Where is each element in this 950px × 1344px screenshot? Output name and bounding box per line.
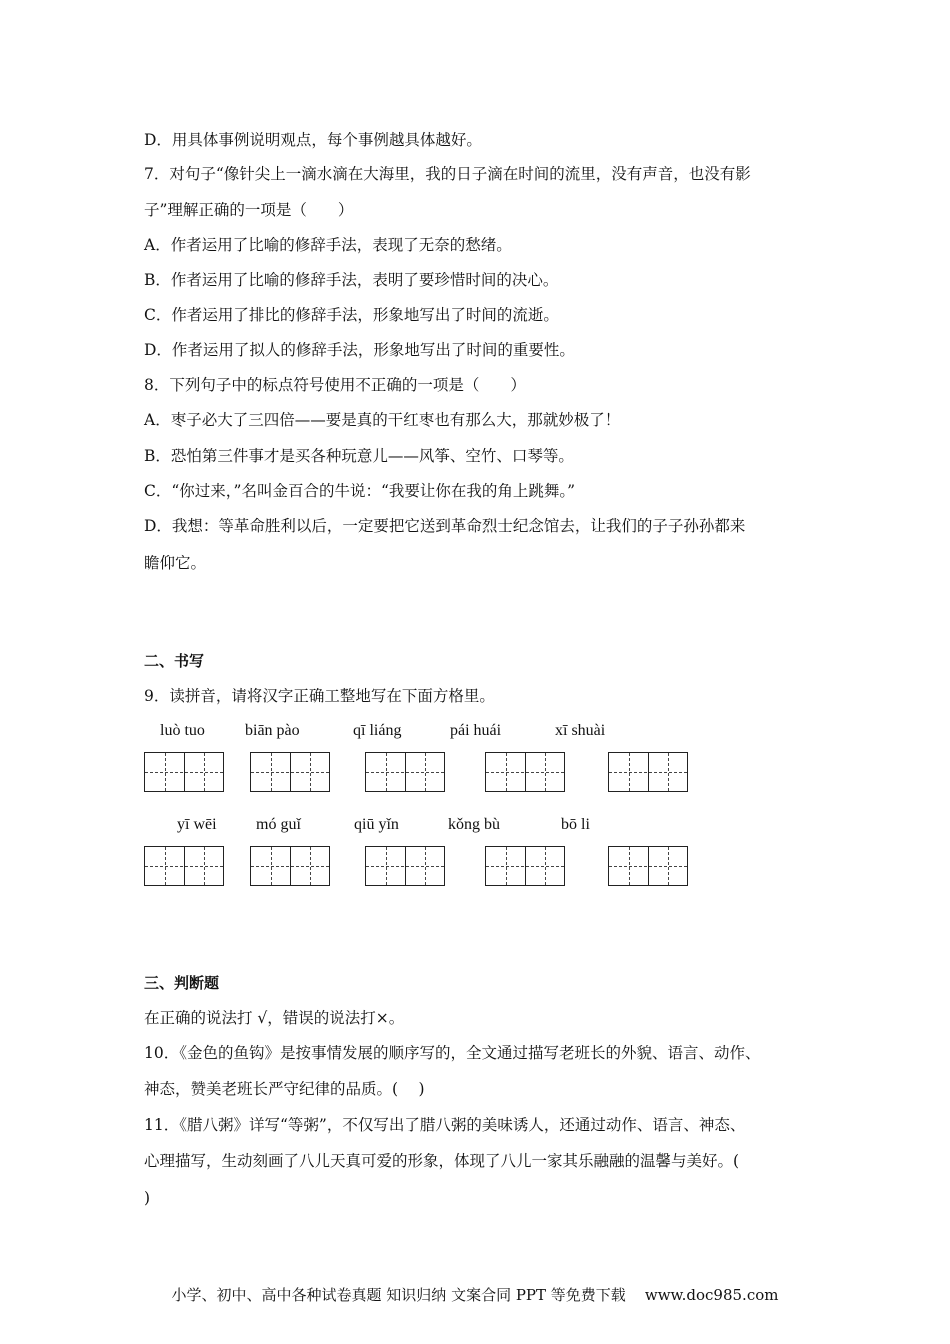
pinyin-label: pái huái [450, 722, 502, 739]
pinyin-label: luò tuo [160, 722, 205, 739]
writing-grid[interactable] [608, 752, 688, 792]
writing-grid[interactable] [365, 752, 445, 792]
writing-grid[interactable] [250, 846, 330, 886]
q7-option-b: B．作者运用了比喻的修辞手法，表明了要珍惜时间的决心。 [144, 271, 559, 289]
pinyin-label: kǒng bù [448, 816, 500, 833]
q8-stem: 8．下列句子中的标点符号使用不正确的一项是（ ） [144, 376, 526, 394]
pinyin-label: qī liáng [353, 722, 402, 739]
pinyin-label: xī shuài [555, 722, 606, 739]
page-footer [0, 1285, 950, 1305]
footer-text: 小学、初中、高中各种试卷真题 知识归纳 文案合同 PPT 等免费下载 [171, 1286, 626, 1304]
q11-line1: 11．《腊八粥》详写“等粥”，不仅写出了腊八粥的美味诱人，还通过动作、语言、神态、 [144, 1116, 746, 1134]
writing-grid[interactable] [365, 846, 445, 886]
q10-line2: 神态，赞美老班长严守纪律的品质。( ) [144, 1080, 425, 1098]
q11-line2: 心理描写，生动刻画了八儿天真可爱的形象，体现了八儿一家其乐融融的温馨与美好。( [144, 1152, 740, 1170]
writing-grid[interactable] [485, 846, 565, 886]
writing-grid[interactable] [250, 752, 330, 792]
q7-option-d: D．作者运用了拟人的修辞手法，形象地写出了时间的重要性。 [144, 341, 575, 359]
writing-grid[interactable] [144, 846, 224, 886]
writing-grid[interactable] [485, 752, 565, 792]
pinyin-label: bō li [561, 816, 590, 833]
pinyin-label: qiū yǐn [354, 816, 399, 833]
q7-option-a: A．作者运用了比喻的修辞手法，表现了无奈的愁绪。 [144, 236, 512, 254]
pinyin-label: mó guǐ [256, 816, 301, 833]
q7-option-c: C．作者运用了排比的修辞手法，形象地写出了时间的流逝。 [144, 306, 559, 324]
pinyin-label: yī wēi [177, 816, 217, 833]
section-2-title: 二、书写 [144, 652, 205, 670]
q8-option-d-line1: D．我想：等革命胜利以后，一定要把它送到革命烈士纪念馆去，让我们的子子孙孙都来 [144, 517, 746, 535]
writing-grid[interactable] [144, 752, 224, 792]
q8-option-b: B．恐怕第三件事才是买各种玩意儿——风筝、空竹、口琴等。 [144, 447, 574, 465]
pinyin-label: biān pào [245, 722, 300, 739]
q11-line3: ) [144, 1189, 151, 1207]
q6-option-d: D．用具体事例说明观点，每个事例越具体越好。 [144, 131, 482, 149]
q10-line1: 10．《金色的鱼钩》是按事情发展的顺序写的，全文通过描写老班长的外貌、语言、动作、 [144, 1044, 761, 1062]
footer-link[interactable]: www.doc985.com [644, 1286, 779, 1304]
q8-option-a: A．枣子必大了三四倍——要是真的干红枣也有那么大，那就妙极了！ [144, 411, 621, 429]
q7-stem-line2: 子”理解正确的一项是（ ） [144, 201, 354, 219]
q9-stem: 9．读拼音，请将汉字正确工整地写在下面方格里。 [144, 687, 495, 705]
q8-option-d-line2: 瞻仰它。 [144, 554, 207, 572]
section-3-instruction: 在正确的说法打 √，错误的说法打×。 [144, 1009, 405, 1027]
q7-stem-line1: 7．对句子“像针尖上一滴水滴在大海里，我的日子滴在时间的流里，没有声音，也没有影 [144, 165, 751, 183]
q8-option-c: C．“你过来，”名叫金百合的牛说：“我要让你在我的角上跳舞。” [144, 482, 576, 500]
section-3-title: 三、判断题 [144, 974, 220, 992]
writing-grid[interactable] [608, 846, 688, 886]
